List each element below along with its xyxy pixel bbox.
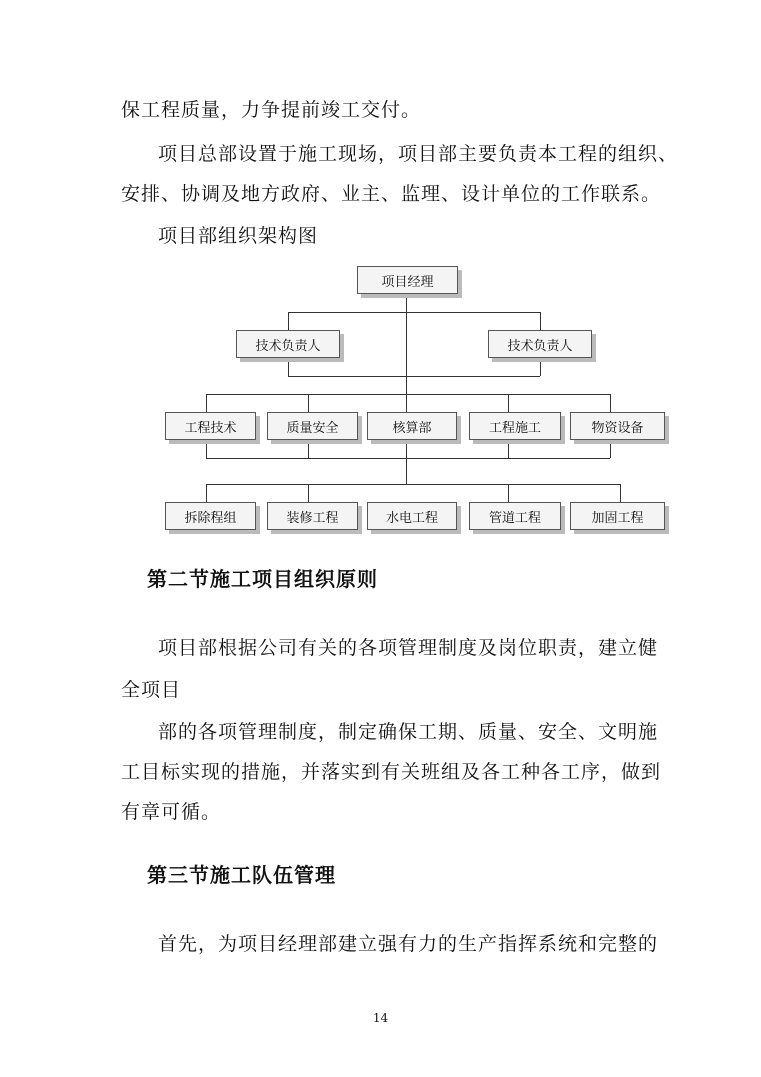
connector-line — [288, 312, 289, 330]
org-node-deputy: 技术负责人 — [488, 330, 592, 358]
org-node-department: 核算部 — [367, 412, 457, 440]
connector-line — [206, 484, 207, 502]
paragraph-line: 部的各项管理制度，制定确保工期、质量、安全、文明施 — [158, 721, 659, 743]
connector-line — [288, 358, 289, 376]
org-node-department: 物资设备 — [570, 412, 665, 440]
paragraph-line: 有章可循。 — [121, 801, 222, 823]
connector-line — [206, 394, 610, 395]
connector-line — [206, 484, 620, 485]
org-node-department: 质量安全 — [267, 412, 358, 440]
connector-line — [508, 440, 509, 458]
connector-line — [610, 394, 611, 412]
org-node-root: 项目经理 — [357, 266, 458, 294]
connector-line — [308, 440, 309, 458]
paragraph-line: 工目标实现的措施，并落实到有关班组及各工种各工序，做到 — [121, 761, 662, 783]
section-heading: 第三节施工队伍管理 — [147, 863, 336, 887]
paragraph-line: 项目总部设置于施工现场，项目部主要负责本工程的组织、 — [158, 143, 679, 165]
paragraph-line: 安排、协调及地方政府、业主、监理、设计单位的工作联系。 — [121, 183, 662, 205]
paragraph-line: 项目部根据公司有关的各项管理制度及岗位职责，建立健 — [158, 637, 659, 659]
connector-line — [206, 394, 207, 412]
org-chart — [160, 262, 670, 537]
section-heading: 第二节施工项目组织原则 — [147, 567, 378, 591]
chart-caption: 项目部组织架构图 — [158, 225, 319, 247]
connector-line — [620, 484, 621, 502]
org-node-team: 装修工程 — [267, 502, 358, 530]
connector-line — [288, 376, 540, 377]
connector-line — [540, 312, 541, 330]
connector-line — [206, 458, 610, 459]
paragraph-line: 全项目 — [121, 679, 182, 701]
connector-line — [508, 394, 509, 412]
org-node-team: 加固工程 — [570, 502, 665, 530]
org-node-team: 水电工程 — [367, 502, 457, 530]
connector-line — [540, 358, 541, 376]
connector-line — [308, 484, 309, 502]
page-number: 14 — [372, 1011, 389, 1025]
connector-line — [610, 440, 611, 458]
connector-line — [406, 458, 407, 484]
connector-line — [288, 312, 540, 313]
paragraph-line: 首先，为项目经理部建立强有力的生产指挥系统和完整的 — [158, 933, 659, 955]
org-node-department: 工程技术 — [165, 412, 256, 440]
org-node-team: 拆除程组 — [165, 502, 256, 530]
org-node-department: 工程施工 — [469, 412, 561, 440]
connector-line — [206, 440, 207, 458]
connector-line — [508, 484, 509, 502]
org-node-team: 管道工程 — [469, 502, 561, 530]
org-node-deputy: 技术负责人 — [236, 330, 340, 358]
paragraph-line: 保工程质量，力争提前竣工交付。 — [121, 99, 422, 121]
connector-line — [308, 394, 309, 412]
